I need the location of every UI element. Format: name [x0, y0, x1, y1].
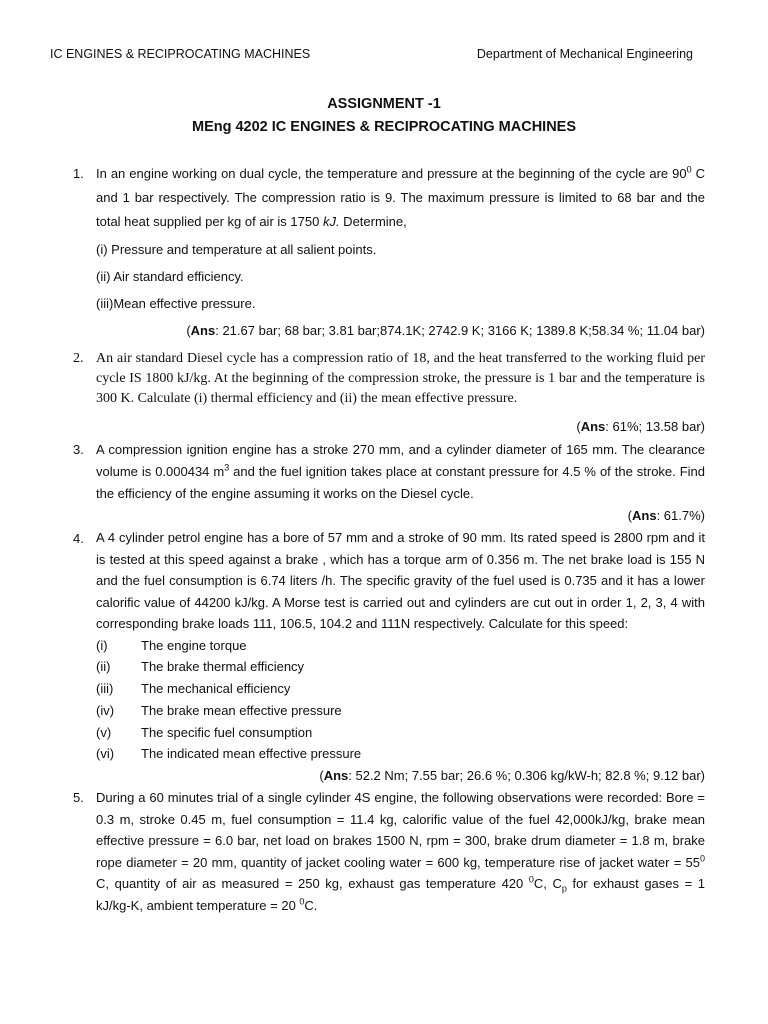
- answer-2: (Ans: 61%; 13.58 bar): [576, 419, 705, 434]
- answer-text: : 21.67 bar; 68 bar; 3.81 bar;874.1K; 2742.9 K; 3166 K; 1389.8 K;58.34 %; 11.04 bar): [215, 323, 705, 338]
- question-text: and the fuel ignition takes place at constant pressure for 4.5 % of the stroke. Find the efficiency of the engine assuming it works on the Diesel cycle.: [96, 464, 705, 501]
- superscript: 0: [528, 874, 534, 885]
- sub-item: [96, 656, 705, 678]
- sub-item: [96, 722, 705, 744]
- header-department: Department of Mechanical Engineering: [476, 47, 693, 61]
- questions-body: [73, 162, 705, 916]
- answer-text: : 61.7%): [656, 508, 705, 523]
- item-text: The indicated mean effective pressure: [141, 746, 362, 762]
- header-course-title: IC ENGINES & RECIPROCATING MACHINES: [50, 47, 311, 61]
- question-text: Determine,: [339, 214, 407, 229]
- item-text: The brake mean effective pressure: [141, 702, 342, 718]
- question-5: [73, 787, 705, 916]
- item-number: (vi): [96, 746, 115, 762]
- item-text: The brake thermal efficiency: [141, 659, 305, 675]
- sub-item: [96, 700, 705, 722]
- question-4: [73, 527, 705, 765]
- answer-label: Ans: [190, 323, 216, 338]
- superscript: 0: [299, 896, 305, 907]
- question-2: [73, 349, 705, 409]
- question-text: C, C: [533, 876, 562, 892]
- item-text: The specific fuel consumption: [141, 724, 313, 740]
- question-text: A 4 cylinder petrol engine has a bore of 57 mm and a stroke of 90 mm. Its rated speed is 2800 rpm and it is tested at this speed against a brake , which has a torque arm of 0.356 m. The net brake load is 155 N and the fuel consumption is 6.74 liters /h. The specific gravity of the fuel used is 0.735 and it has a lower calorific value of 44200 kJ/kg. A Morse test is carried out and cylinders are cut out in order 1, 2, 3, 4 with corresponding brake loads 111, 106.5, 104.2 and 111N respectively. Calculate for this speed:: [96, 530, 705, 631]
- question-number: 2.: [73, 351, 84, 366]
- item-number: (ii): [96, 659, 111, 675]
- answer-text: : 61%; 13.58 bar): [605, 419, 705, 434]
- sub-item: [96, 678, 705, 700]
- item-text: The engine torque: [141, 637, 247, 653]
- sub-item: (i) Pressure and temperature at all salient points.: [96, 242, 377, 257]
- item-number: (i): [96, 637, 108, 653]
- answer-label: Ans: [580, 419, 606, 434]
- assignment-title: ASSIGNMENT -1: [327, 96, 441, 112]
- sub-item: (ii) Air standard efficiency.: [96, 269, 244, 284]
- question-text: for exhaust gases = 1 kJ/kg-K, ambient temperature = 20: [96, 876, 706, 913]
- answer-text: : 52.2 Nm; 7.55 bar; 26.6 %; 0.306 kg/kW-h; 82.8 %; 9.12 bar): [348, 768, 705, 784]
- question-text: A compression ignition engine has a stroke 270 mm, and a cylinder diameter of 165 mm. The clearance volume is 0.000434 m: [96, 442, 705, 479]
- item-number: (v): [96, 724, 112, 740]
- superscript: 0: [686, 164, 692, 175]
- question-number: 5.: [73, 790, 84, 806]
- item-text: The mechanical efficiency: [141, 681, 291, 697]
- answer-4: (Ans: 52.2 Nm; 7.55 bar; 26.6 %; 0.306 kg/kW-h; 82.8 %; 9.12 bar): [319, 768, 705, 784]
- subscript: p: [561, 883, 567, 894]
- unit: kJ.: [322, 214, 340, 229]
- superscript: 0: [699, 853, 705, 864]
- item-number: (iv): [96, 702, 115, 718]
- question-text: C.: [304, 897, 318, 913]
- question-3: [73, 439, 705, 505]
- answer-label: Ans: [323, 768, 349, 784]
- question-text: In an engine working on dual cycle, the temperature and pressure at the beginning of the cycle are 90: [96, 166, 687, 181]
- sub-item: (iii)Mean effective pressure.: [96, 296, 256, 311]
- sub-item: [96, 743, 705, 765]
- question-text: C, quantity of air as measured = 250 kg, exhaust gas temperature 420: [96, 876, 529, 892]
- item-number: (iii): [96, 681, 114, 697]
- question-text: C and 1 bar respectively. The compression ratio is 9. The maximum pressure is limited to 68 bar and the total heat supplied per kg of air is 1750: [96, 166, 705, 229]
- course-title: MEng 4202 IC ENGINES & RECIPROCATING MACHINES: [191, 119, 577, 135]
- question-number: 3.: [73, 442, 84, 457]
- question-number: 1.: [73, 166, 84, 181]
- sub-item: [96, 635, 705, 657]
- answer-label: Ans: [632, 508, 657, 523]
- answer-3: (Ans: 61.7%): [627, 508, 705, 523]
- question-text: During a 60 minutes trial of a single cylinder 4S engine, the following observations were recorded: Bore = 0.3 m, stroke 0.45 m, fuel consumption = 11.4 kg, calorific value of the fuel 42,000kJ/kg, brake mean effective pressure = 6.0 bar, net load on brakes 1500 N, rpm = 300, brake drum diameter = 1.8 m, brake rope diameter = 20 mm, quantity of jacket cooling water = 600 kg, temperature rise of jacket water = 55: [96, 790, 705, 870]
- question-1: [73, 162, 705, 317]
- superscript: 3: [224, 462, 230, 473]
- question-number: 4.: [73, 531, 84, 546]
- question-text: An air standard Diesel cycle has a compression ratio of 18, and the heat transferred to the working fluid per cycle IS 1800 kJ/kg. At the beginning of the compression stroke, the pressure is 1 bar and the temperature is 300 K. Calculate (i) thermal efficiency and (ii) the mean effective pressure.: [96, 351, 705, 406]
- answer-1: (Ans: 21.67 bar; 68 bar; 3.81 bar;874.1K; 2742.9 K; 3166 K; 1389.8 K;58.34 %; 11.04 bar): [186, 323, 705, 338]
